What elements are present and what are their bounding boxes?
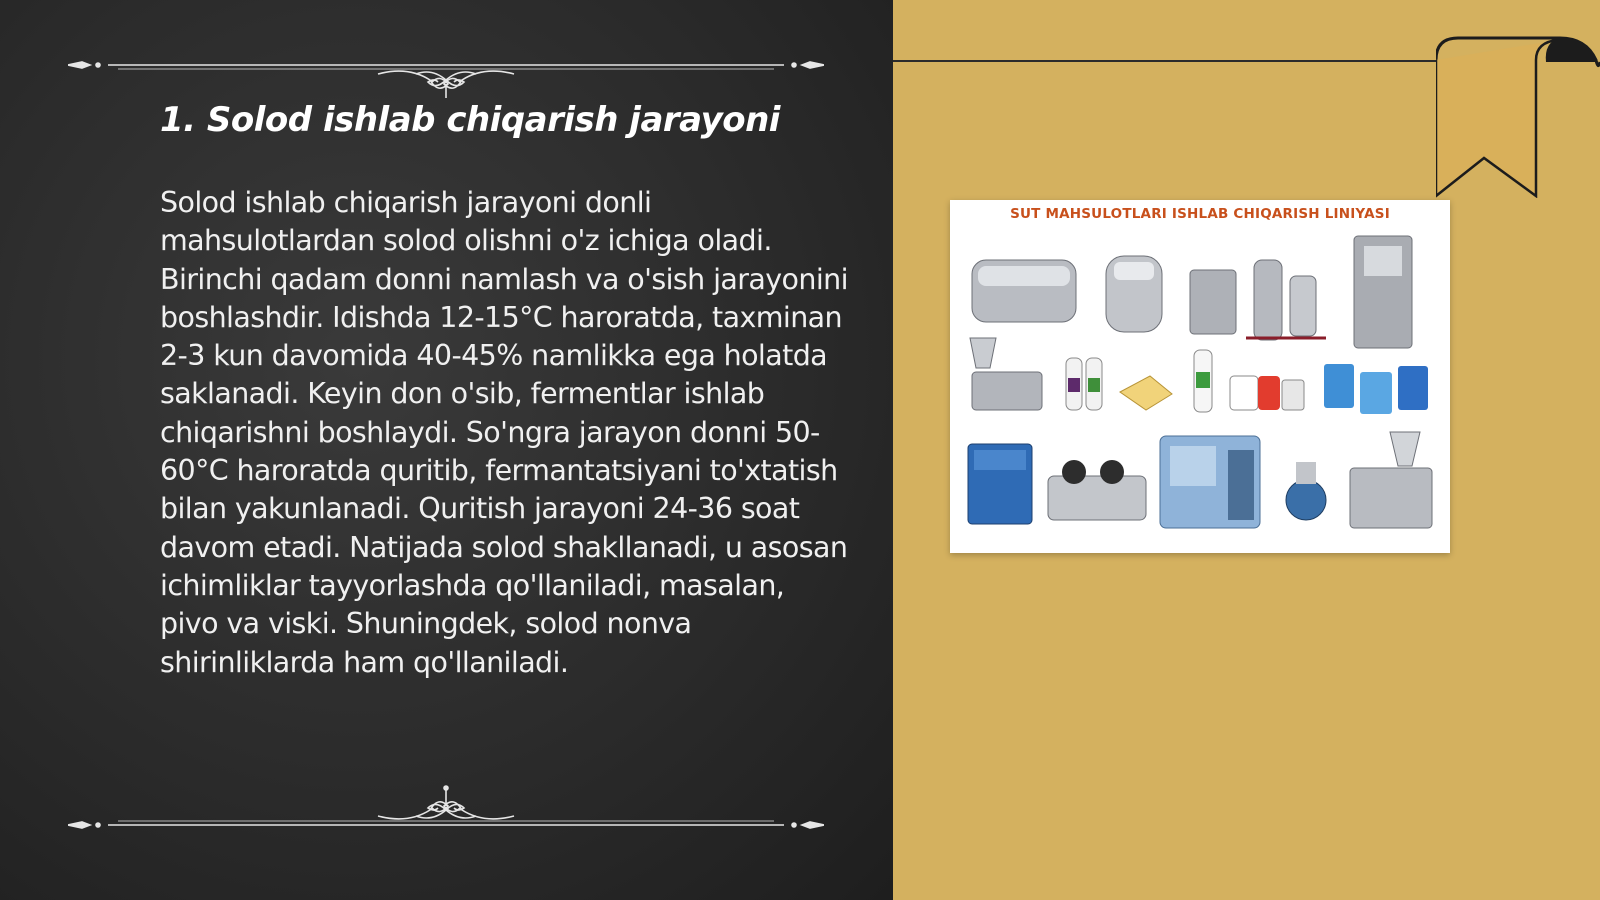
machine-row-3	[968, 432, 1432, 528]
slide-title: 1. Solod ishlab chiqarish jarayoni	[160, 100, 780, 140]
bookmark-ribbon-icon	[1436, 36, 1600, 198]
photo-caption: SUT MAHSULOTLARI ISHLAB CHIQARISH LINIYASI	[1010, 206, 1390, 222]
machinery-illustration	[950, 200, 1450, 553]
bottom-ornament-divider	[68, 772, 824, 832]
product-row	[970, 338, 1428, 414]
divider-line	[893, 60, 1438, 62]
machine-row-1	[972, 236, 1412, 348]
product-line-photo	[950, 200, 1450, 553]
slide-body-text: Solod ishlab chiqarish jarayoni donli mahsulotlardan solod olishni o'z ichiga oladi. Birinchi qadam donni namlash va o'sish jarayonini boshlashdir. Idishda 12-15°C haroratda, taxminan 2-3 kun davomida 40-45% namlikka ega holatda saklanadi. Keyin don o'sib, fermentlar ishlab chiqarishni boshlaydi. So'ngra jarayon donni 50-60°C haroratda quritib, fermantatsiyani to'xtatish bilan yakunlanadi. Quritish jarayoni 24-36 soat davom etadi. Natijada solod shakllanadi, u asosan ichimliklar tayyorlashda qo'llaniladi, masalan, pivo va viski. Shuningdek, solod nonva shirinliklarda ham qo'llaniladi.	[160, 186, 848, 679]
top-ornament-divider	[68, 38, 824, 98]
